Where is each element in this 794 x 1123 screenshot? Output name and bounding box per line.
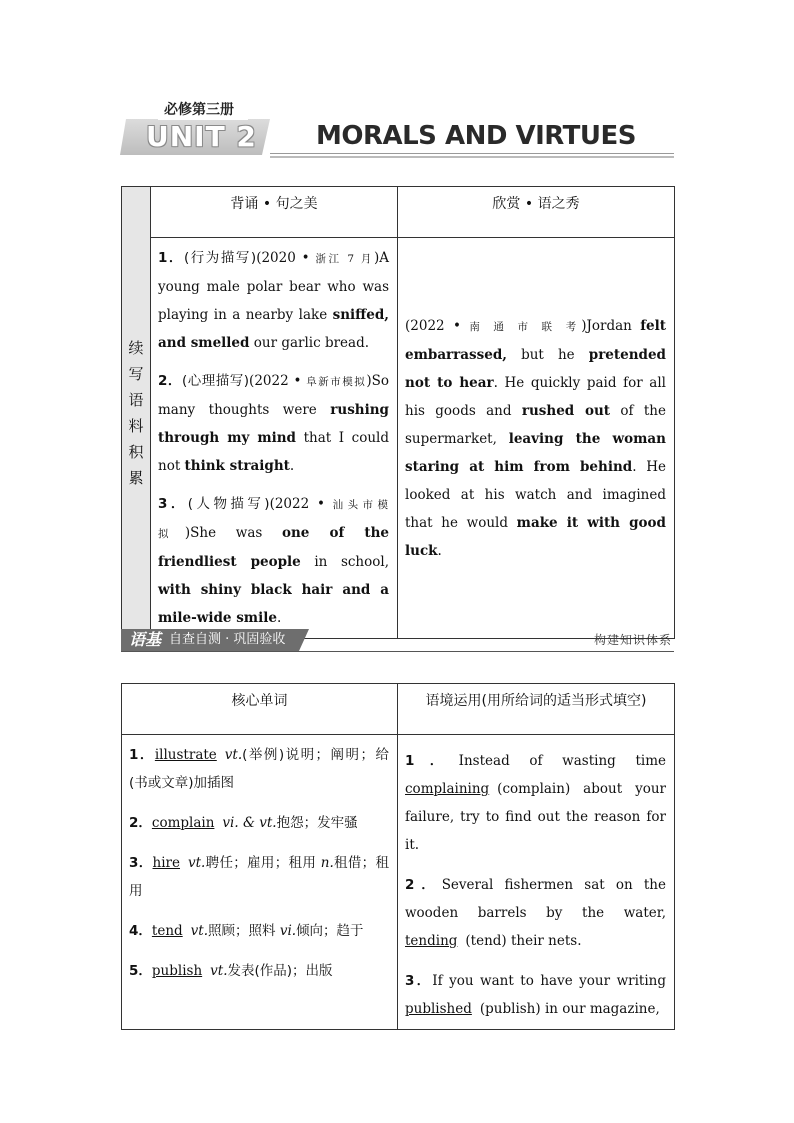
item-text: in school, <box>300 554 389 570</box>
word-answer: hire <box>152 855 180 871</box>
item-text: . <box>289 458 295 474</box>
sentence-item <box>158 490 389 632</box>
sentence-item <box>158 244 389 357</box>
item-source-close: ) <box>366 373 372 389</box>
unit-title: MORALS AND VIRTUES <box>316 121 636 151</box>
exercise-text: If you want to have your writing <box>432 973 666 989</box>
appreciate-paragraph <box>405 312 666 565</box>
item-source-close: ) <box>184 525 191 541</box>
word-meaning: (举例)说明；阐明；给(书或文章)加插图 <box>129 747 389 791</box>
exercise-hint: (publish) <box>479 1001 541 1017</box>
item-text: . <box>437 542 442 559</box>
item-source-close: ) <box>581 317 587 334</box>
item-text: . <box>276 610 282 626</box>
exercise-answer: complaining <box>405 781 490 797</box>
item-tag: (心理描写) <box>181 373 250 389</box>
word-number: 5． <box>129 963 152 979</box>
exercise-text: their nets. <box>506 933 582 949</box>
side-char: 语 <box>128 390 144 409</box>
item-bold: pretended not to hear <box>405 346 666 391</box>
word-meaning: 租借；租用 <box>129 855 389 899</box>
side-label <box>122 187 151 639</box>
item-source: 阜新市模拟 <box>306 376 367 388</box>
word-number: 1． <box>129 747 155 763</box>
exercise-item <box>405 747 666 859</box>
item-source-close: ) <box>373 250 380 266</box>
writing-corpus-table <box>121 186 675 639</box>
word-meaning: 发表(作品)；出版 <box>227 963 333 979</box>
word-meaning: 抱怨；发牢骚 <box>276 815 358 831</box>
item-bold: sniffed, and smelled <box>158 307 389 351</box>
word-meaning: 照顾；照料 <box>208 923 280 939</box>
word-number: 3． <box>129 855 153 871</box>
item-number: 3． <box>158 496 188 512</box>
item-bold: felt embarrassed, <box>405 317 667 363</box>
item-text: . He looked at his watch and imagined that he would <box>405 458 666 531</box>
side-char: 积 <box>128 442 144 461</box>
exercise-text: in our magazine, <box>540 1001 660 1017</box>
page-header <box>120 100 674 160</box>
exercise-answer: published <box>405 1001 472 1017</box>
exercise-text: Instead of wasting time <box>458 753 666 769</box>
column-header-recite: 背诵 • 句之美 <box>151 187 398 238</box>
word-item <box>129 741 389 797</box>
exercise-answer: tending <box>405 933 458 949</box>
item-tag: (行为描写) <box>183 250 257 266</box>
word-meaning: 倾向；趋于 <box>296 923 364 939</box>
word-pos: vt. <box>224 747 243 763</box>
word-number: 4． <box>129 923 152 939</box>
item-bold: think straight <box>184 458 290 474</box>
word-number: 2． <box>129 815 152 831</box>
word-answer: complain <box>151 815 215 831</box>
exercise-number: 3． <box>405 973 433 989</box>
item-year: (2022 • <box>405 317 470 334</box>
item-number: 1． <box>158 250 184 266</box>
word-pos: vt. <box>188 855 206 871</box>
section-rule <box>121 651 674 652</box>
exercise-text: Several fishermen sat on the wooden barrels by the water, <box>405 877 666 921</box>
item-text: She was <box>190 525 282 541</box>
word-meaning: 聘任；雇用；租用 <box>205 855 321 871</box>
item-bold: with shiny black hair and a mile-wide smile <box>158 582 389 626</box>
word-item <box>129 809 389 837</box>
column-header-appreciate: 欣赏 • 语之秀 <box>398 187 675 238</box>
unit-label: UNIT 2 <box>146 120 257 153</box>
item-bold: rushing through my mind <box>158 402 389 446</box>
exercise-text: about your failure, try to find out the reason for it. <box>405 781 666 853</box>
column-header-words: 核心单词 <box>122 684 398 735</box>
word-answer: illustrate <box>154 747 217 763</box>
exercise-number: 2． <box>405 877 442 893</box>
item-text: our garlic bread. <box>249 335 370 351</box>
word-pos: vt. <box>210 963 228 979</box>
sentence-item <box>158 367 389 480</box>
item-text: that I could not <box>158 430 389 474</box>
section-label-sub: 自查自测 · 巩固验收 <box>169 632 286 647</box>
exercise-hint: (tend) <box>465 933 507 949</box>
item-text: A young male polar bear who was playing in a nearby lake <box>158 250 389 323</box>
exercise-item <box>405 871 666 955</box>
section-label-main: 语基 <box>129 630 162 649</box>
words-cell <box>122 735 398 1030</box>
word-pos: vt. <box>190 923 209 939</box>
book-tag: 必修第三册 <box>158 100 248 120</box>
word-pos: vi. & vt. <box>222 815 277 831</box>
item-tag: (人物描写) <box>187 496 270 512</box>
item-source: 汕头市模拟 <box>158 499 389 540</box>
side-char: 续 <box>128 338 144 357</box>
section-bar <box>121 629 674 653</box>
exercise-item <box>405 967 666 1023</box>
item-text: So many thoughts were <box>158 373 389 418</box>
item-text: of the supermarket, <box>405 402 666 447</box>
word-answer: tend <box>151 923 183 939</box>
section-right-caption: 构建知识体系 <box>593 633 672 647</box>
side-char: 写 <box>128 364 144 383</box>
exercise-hint: (complain) <box>497 781 571 797</box>
item-bold: leaving the woman staring at him from behind <box>405 430 666 475</box>
appreciate-cell <box>398 238 675 639</box>
usage-cell <box>398 735 675 1030</box>
item-year: (2022 • <box>249 373 307 389</box>
item-number: 2． <box>158 373 182 389</box>
side-char: 累 <box>128 468 144 487</box>
item-source: 南 通 市 联 考 <box>469 320 582 333</box>
item-text: . He quickly paid for all his goods and <box>405 374 666 419</box>
item-text: Jordan <box>586 317 641 334</box>
word-item <box>129 957 389 985</box>
word-pos: n. <box>320 855 334 871</box>
item-bold: rushed out <box>521 402 611 419</box>
item-source: 浙江 7 月 <box>315 253 374 265</box>
word-answer: publish <box>151 963 203 979</box>
word-pos: vi. <box>279 923 297 939</box>
word-item <box>129 917 389 945</box>
column-header-usage: 语境运用(用所给词的适当形式填空) <box>398 684 675 735</box>
item-text: but he <box>506 346 589 363</box>
core-words-table <box>121 683 675 1030</box>
exercise-number: 1． <box>405 753 459 769</box>
side-char: 料 <box>128 416 144 435</box>
item-bold: make it with good luck <box>405 514 666 559</box>
recite-cell <box>151 238 398 639</box>
item-year: (2022 • <box>269 496 333 512</box>
word-item <box>129 849 389 905</box>
item-bold: one of the friendliest people <box>158 525 390 570</box>
item-year: (2020 • <box>256 250 316 266</box>
header-rule <box>270 153 674 154</box>
header-rule-thick <box>270 156 674 158</box>
